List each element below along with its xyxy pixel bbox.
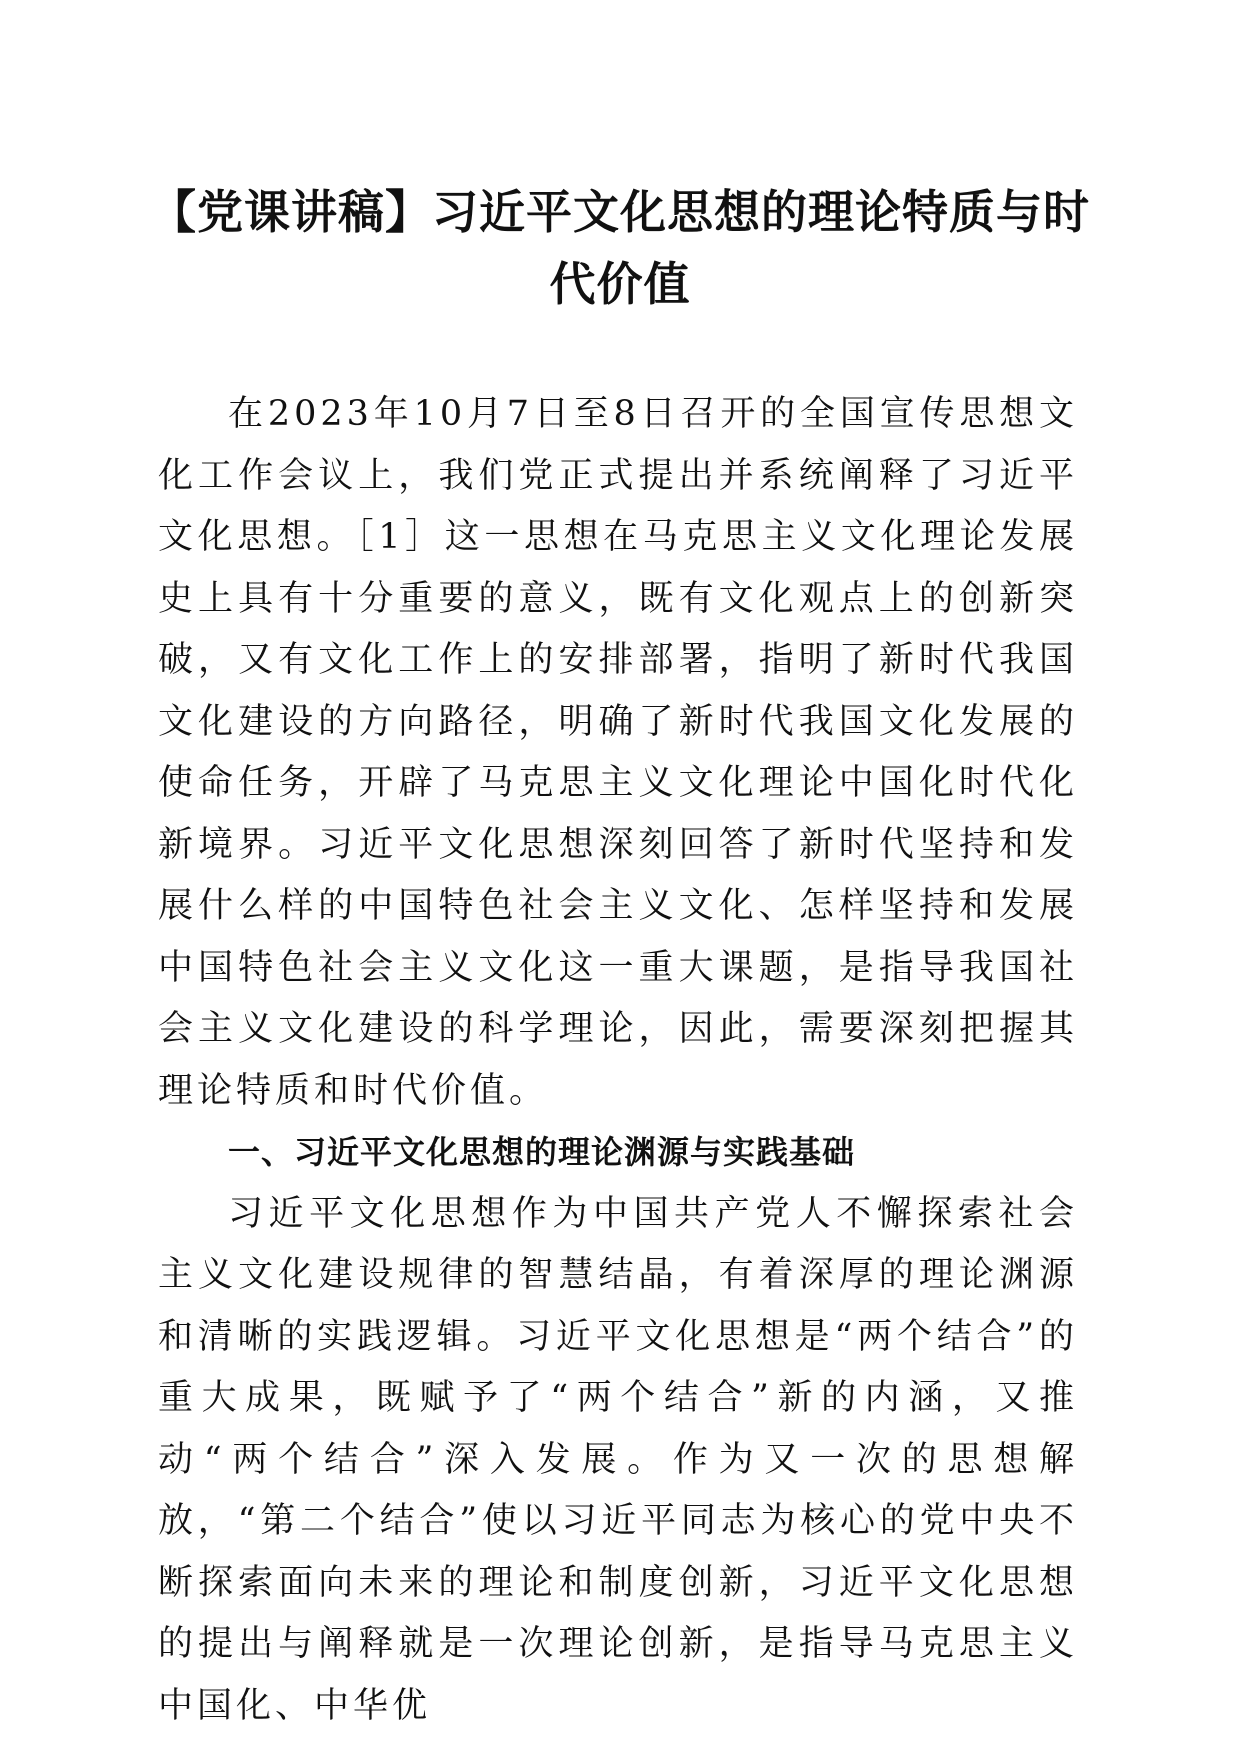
section-heading: 一、习近平文化思想的理论渊源与实践基础 <box>228 1133 856 1171</box>
document-title: 【党课讲稿】习近平文化思想的理论特质与时代价值 <box>150 185 1090 311</box>
document-body <box>158 384 1078 1737</box>
section-paragraph: 习近平文化思想作为中国共产党人不懈探索社会主义文化建设规律的智慧结晶，有着深厚的理论渊源和清晰的实践逻辑。习近平文化思想是“两个结合”的重大成果，既赋予了“两个结合”新的内涵，又推动“两个结合”深入发展。作为又一次的思想解放，“第二个结合”使以习近平同志为核心的党中央不断探索面向未来的理论和制度创新，习近平文化思想的提出与阐释就是一次理论创新，是指导马克思主义中国化、中华优 <box>158 1193 1078 1726</box>
intro-paragraph: 在2023年10月7日至8日召开的全国宣传思想文化工作会议上，我们党正式提出并系统阐释了习近平文化思想。［1］这一思想在马克思主义文化理论发展史上具有十分重要的意义，既有文化观点上的创新突破，又有文化工作上的安排部署，指明了新时代我国文化建设的方向路径，明确了新时代我国文化发展的使命任务，开辟了马克思主义文化理论中国化时代化新境界。习近平文化思想深刻回答了新时代坚持和发展什么样的中国特色社会主义文化、怎样坚持和发展中国特色社会主义文化这一重大课题，是指导我国社会主义文化建设的科学理论，因此，需要深刻把握其理论特质和时代价值。 <box>158 394 1078 1111</box>
